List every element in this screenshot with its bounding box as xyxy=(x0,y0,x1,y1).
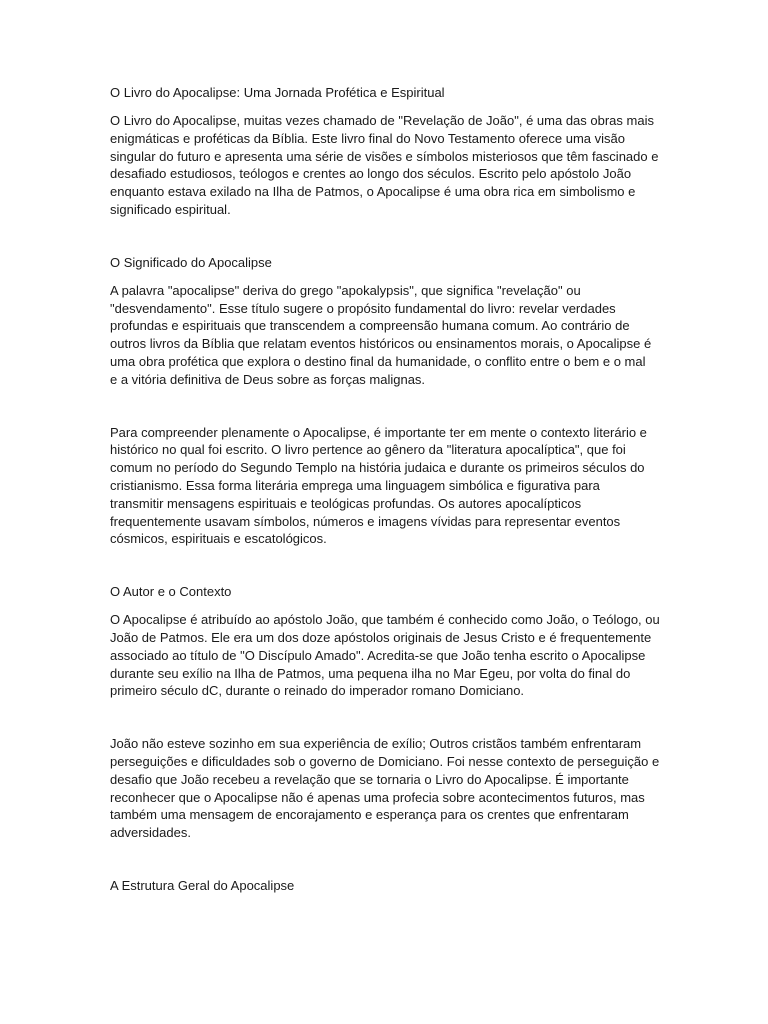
spacer xyxy=(110,548,662,583)
spacer xyxy=(110,389,662,424)
section-paragraph: A palavra "apocalipse" deriva do grego "apokalypsis", que significa "revelação" ou "desvendamento". Esse título sugere o propósito fundamental do livro: revelar verdades profundas e espirituais que transcendem a compreensão humana comum. Ao contrário de outros livros da Bíblia que relatam eventos históricos ou ensinamentos morais, o Apocalipse é uma obra profética que explora o destino final da humanidade, o conflito entre o bem e o mal e a vitória definitiva de Deus sobre as forças malignas. xyxy=(110,282,652,387)
section-paragraph: Para compreender plenamente o Apocalipse, é importante ter em mente o contexto literário e histórico no qual foi escrito. O livro pertence ao gênero da "literatura apocalíptica", que foi comum no período do Segundo Templo na história judaica e durante os primeiros séculos do cristianismo. Essa forma literária emprega uma linguagem simbólica e figurativa para transmitir mensagens espirituais e teológicas profundas. Os autores apocalípticos frequentemente usavam símbolos, números e imagens vívidas para representar eventos cósmicos, espirituais e escatológicos. xyxy=(110,424,647,547)
spacer xyxy=(110,219,662,254)
section-heading-estrutura: A Estrutura Geral do Apocalipse xyxy=(110,877,295,893)
intro-paragraph: O Livro do Apocalipse, muitas vezes chamado de "Revelação de João", é uma das obras mais enigmáticas e proféticas da Bíblia. Este livro final do Novo Testamento oferece uma visão singular do futuro e apresenta uma série de visões e símbolos misteriosos que têm fascinado e desafiado estudiosos, teólogos e crentes ao longo dos séculos. Escrito pelo apóstolo João enquanto estava exilado na Ilha de Patmos, o Apocalipse é uma obra rica em simbolismo e significado espiritual. xyxy=(110,113,659,217)
document-page xyxy=(110,84,662,905)
spacer xyxy=(110,700,662,735)
section-heading-autor: O Autor e o Contexto xyxy=(110,584,232,600)
document-title: O Livro do Apocalipse: Uma Jornada Profética e Espiritual xyxy=(110,85,445,100)
section-paragraph: João não esteve sozinho em sua experiência de exílio; Outros cristãos também enfrentaram perseguições e dificuldades sob o governo de Domiciano. Foi nesse contexto de perseguição e desafio que João recebeu a revelação que se tornaria o Livro do Apocalipse. É importante reconhecer que o Apocalipse não é apenas uma profecia sobre acontecimentos futuros, mas também uma mensagem de encorajamento e esperança para os crentes que enfrentaram adversidades. xyxy=(110,736,660,841)
spacer xyxy=(110,842,662,877)
section-paragraph: O Apocalipse é atribuído ao apóstolo João, que também é conhecido como João, o Teólogo, ou João de Patmos. Ele era um dos doze apóstolos originais de Jesus Cristo e é frequentemente associado ao título de "O Discípulo Amado". Acredita-se que João tenha escrito o Apocalipse durante seu exílio na Ilha de Patmos, uma pequena ilha no Mar Egeu, por volta do final do primeiro século dC, durante o reinado do imperador romano Domiciano. xyxy=(110,612,660,699)
section-heading-significado: O Significado do Apocalipse xyxy=(110,254,272,270)
